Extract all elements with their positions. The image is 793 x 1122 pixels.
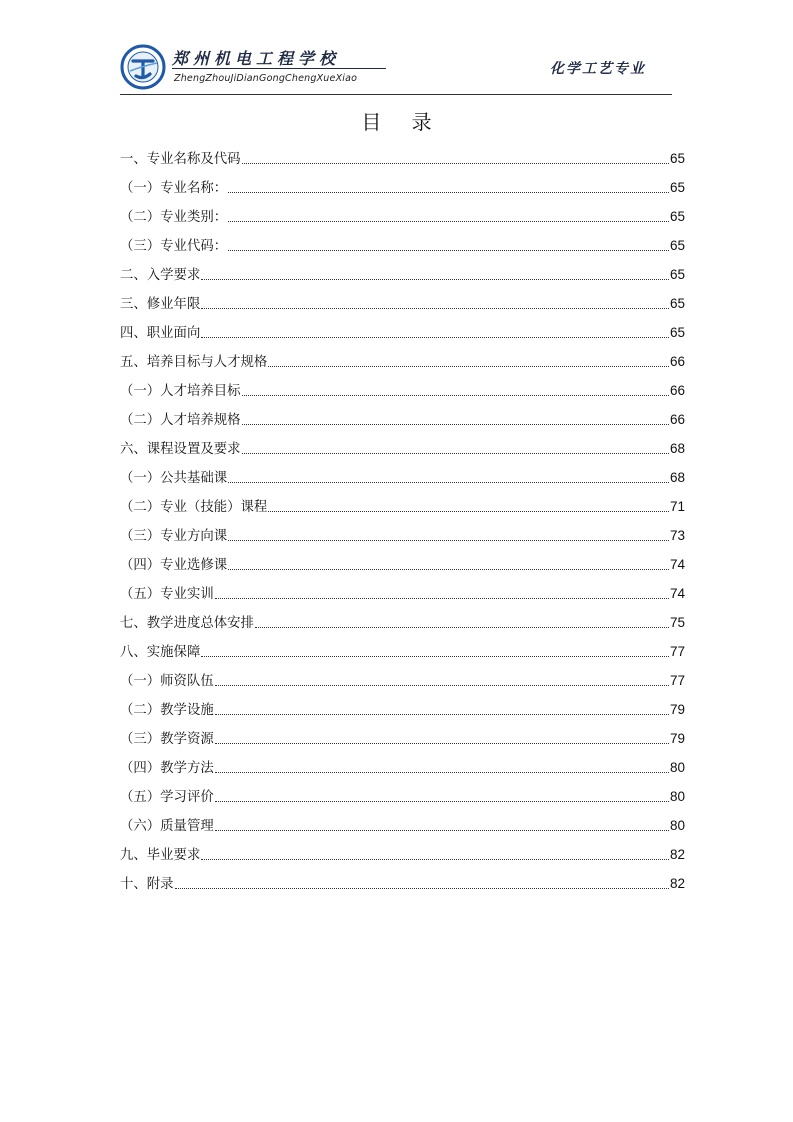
page-title: 目 录 — [361, 110, 444, 134]
major-name: 化学工艺专业 — [550, 61, 646, 77]
toc-dot-leader — [201, 279, 669, 280]
toc-entry[interactable] — [120, 695, 685, 724]
toc-dot-leader — [215, 801, 669, 802]
page-header — [120, 40, 672, 96]
toc-entry-page-number: 77 — [669, 673, 685, 688]
toc-entry-page-number: 79 — [669, 702, 685, 717]
toc-entry-label: 二、入学要求 — [120, 268, 201, 283]
toc-entry-page-number: 82 — [669, 847, 685, 862]
table-of-contents — [120, 144, 685, 898]
toc-entry-label: （二）人才培养规格 — [120, 413, 241, 428]
toc-dot-leader — [242, 395, 669, 396]
toc-entry-label: （三）专业方向课 — [120, 529, 228, 544]
school-name-cn: 郑州机电工程学校 — [172, 49, 341, 68]
toc-entry-label: 三、修业年限 — [120, 297, 201, 312]
toc-dot-leader — [228, 482, 669, 483]
toc-entry[interactable] — [120, 347, 685, 376]
toc-entry[interactable] — [120, 608, 685, 637]
toc-entry-page-number: 71 — [669, 499, 685, 514]
toc-entry-page-number: 80 — [669, 760, 685, 775]
toc-entry[interactable] — [120, 202, 685, 231]
toc-entry-page-number: 74 — [669, 557, 685, 572]
toc-entry-page-number: 66 — [669, 412, 685, 427]
toc-entry[interactable] — [120, 753, 685, 782]
toc-dot-leader — [268, 511, 669, 512]
toc-dot-leader — [215, 714, 669, 715]
toc-entry[interactable] — [120, 550, 685, 579]
toc-entry-label: （三）专业代码： — [120, 239, 228, 254]
toc-entry-page-number: 65 — [669, 180, 685, 195]
toc-dot-leader — [228, 569, 669, 570]
toc-entry-label: （四）教学方法 — [120, 761, 214, 776]
toc-entry-page-number: 73 — [669, 528, 685, 543]
toc-entry-label: 四、职业面向 — [120, 326, 201, 341]
toc-entry[interactable] — [120, 434, 685, 463]
toc-entry-label: 一、专业名称及代码 — [120, 152, 241, 167]
toc-entry[interactable] — [120, 463, 685, 492]
toc-entry[interactable] — [120, 144, 685, 173]
toc-entry[interactable] — [120, 289, 685, 318]
toc-dot-leader — [215, 685, 669, 686]
toc-entry-label: （六）质量管理 — [120, 819, 214, 834]
toc-entry-page-number: 77 — [669, 644, 685, 659]
toc-entry-page-number: 65 — [669, 267, 685, 282]
toc-entry-page-number: 65 — [669, 209, 685, 224]
toc-dot-leader — [228, 250, 669, 251]
toc-entry-page-number: 68 — [669, 441, 685, 456]
toc-entry-page-number: 80 — [669, 818, 685, 833]
toc-entry-page-number: 65 — [669, 238, 685, 253]
toc-dot-leader — [175, 888, 669, 889]
toc-entry[interactable] — [120, 173, 685, 202]
toc-entry-page-number: 80 — [669, 789, 685, 804]
toc-entry[interactable] — [120, 666, 685, 695]
toc-entry[interactable] — [120, 840, 685, 869]
toc-dot-leader — [215, 772, 669, 773]
toc-dot-leader — [201, 859, 669, 860]
toc-dot-leader — [215, 830, 669, 831]
toc-entry-label: （五）专业实训 — [120, 587, 214, 602]
toc-entry[interactable] — [120, 782, 685, 811]
toc-entry[interactable] — [120, 260, 685, 289]
toc-entry[interactable] — [120, 579, 685, 608]
toc-entry-label: 八、实施保障 — [120, 645, 201, 660]
toc-entry-page-number: 66 — [669, 354, 685, 369]
school-name-underline — [172, 68, 386, 69]
toc-entry-page-number: 79 — [669, 731, 685, 746]
toc-entry-label: （二）专业（技能）课程 — [120, 500, 268, 515]
toc-dot-leader — [215, 598, 669, 599]
toc-dot-leader — [228, 221, 669, 222]
toc-entry[interactable] — [120, 492, 685, 521]
toc-dot-leader — [242, 163, 669, 164]
toc-dot-leader — [242, 453, 669, 454]
toc-dot-leader — [255, 627, 669, 628]
toc-entry-page-number: 68 — [669, 470, 685, 485]
toc-dot-leader — [228, 192, 669, 193]
toc-entry-label: 五、培养目标与人才规格 — [120, 355, 268, 370]
toc-entry-page-number: 74 — [669, 586, 685, 601]
toc-entry-label: （一）公共基础课 — [120, 471, 228, 486]
toc-entry-page-number: 82 — [669, 876, 685, 891]
toc-entry-label: 九、毕业要求 — [120, 848, 201, 863]
toc-entry-label: 六、课程设置及要求 — [120, 442, 241, 457]
toc-entry[interactable] — [120, 318, 685, 347]
toc-entry-page-number: 75 — [669, 615, 685, 630]
toc-entry-label: 七、教学进度总体安排 — [120, 616, 254, 631]
toc-entry-page-number: 65 — [669, 296, 685, 311]
toc-entry[interactable] — [120, 811, 685, 840]
toc-entry-label: （三）教学资源 — [120, 732, 214, 747]
toc-entry-page-number: 65 — [669, 325, 685, 340]
toc-entry-label: （二）教学设施 — [120, 703, 214, 718]
header-divider — [120, 94, 672, 95]
toc-entry-page-number: 66 — [669, 383, 685, 398]
school-name-en: ZhengZhouJiDianGongChengXueXiao — [174, 73, 358, 84]
toc-dot-leader — [228, 540, 669, 541]
toc-dot-leader — [268, 366, 669, 367]
toc-entry-label: （一）师资队伍 — [120, 674, 214, 689]
toc-dot-leader — [215, 743, 669, 744]
toc-entry-label: （一）专业名称： — [120, 181, 228, 196]
toc-entry[interactable] — [120, 521, 685, 550]
toc-entry[interactable] — [120, 724, 685, 753]
toc-entry[interactable] — [120, 376, 685, 405]
toc-dot-leader — [242, 424, 669, 425]
toc-entry[interactable] — [120, 869, 685, 898]
toc-entry-label: （四）专业选修课 — [120, 558, 228, 573]
toc-entry-label: （二）专业类别： — [120, 210, 228, 225]
toc-entry-label: （五）学习评价 — [120, 790, 214, 805]
toc-dot-leader — [201, 656, 669, 657]
toc-entry-label: （一）人才培养目标 — [120, 384, 241, 399]
toc-entry[interactable] — [120, 405, 685, 434]
school-logo-icon — [120, 44, 166, 90]
toc-dot-leader — [201, 308, 669, 309]
toc-dot-leader — [201, 337, 669, 338]
toc-entry[interactable] — [120, 637, 685, 666]
toc-entry[interactable] — [120, 231, 685, 260]
toc-entry-page-number: 65 — [669, 151, 685, 166]
toc-entry-label: 十、附录 — [120, 877, 174, 892]
